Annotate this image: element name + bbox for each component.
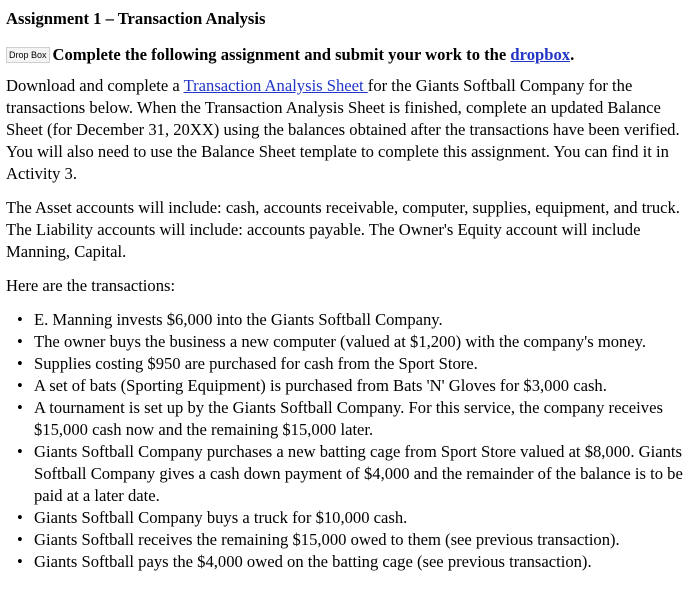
dropbox-icon[interactable]: Drop Box [6, 47, 50, 63]
instruction-period: . [570, 45, 575, 64]
list-item: • Giants Softball pays the $4,000 owed on the batting cage (see previous transaction). [34, 551, 694, 573]
paragraph-download-rest: for the Giants Softball Company for the transactions below. When the Transaction Analysis Sheet is finished, complete an updated Balance Sheet (for December 31, 20XX) using the balances obtained after the transactions have been verified. You will also need to use the Balance Sheet template to complete this assignment. You can find it in Activity 3. [6, 76, 680, 183]
transaction-analysis-sheet-link[interactable]: Transaction Analysis Sheet [183, 76, 368, 95]
paragraph-transactions-intro: Here are the transactions: [6, 276, 176, 295]
list-item: • Giants Softball receives the remaining $15,000 owed to them (see previous transaction). [34, 529, 694, 551]
paragraph-download [6, 75, 694, 185]
list-item: • Supplies costing $950 are purchased for cash from the Sport Store. [34, 353, 694, 375]
list-item: • The owner buys the business a new computer (valued at $1,200) with the company's money. [34, 331, 694, 353]
list-item: • Giants Softball Company purchases a new batting cage from Sport Store valued at $8,000. Giants Softball Company gives a cash down payment of $4,000 and the remainder of the balance is to be paid at a later date. [34, 441, 694, 507]
dropbox-link[interactable]: dropbox [510, 45, 571, 64]
list-item: • E. Manning invests $6,000 into the Giants Softball Company. [34, 309, 694, 331]
instruction-line [6, 44, 694, 66]
list-item: • A tournament is set up by the Giants Softball Company. For this service, the company receives $15,000 cash now and the remaining $15,000 later. [34, 397, 694, 441]
page-title: Assignment 1 – Transaction Analysis [6, 9, 266, 28]
list-item: • A set of bats (Sporting Equipment) is purchased from Bats 'N' Gloves for $3,000 cash. [34, 375, 694, 397]
instruction-text [53, 44, 575, 66]
paragraph-accounts: The Asset accounts will include: cash, accounts receivable, computer, supplies, equipment, and truck. The Liability accounts will include: accounts payable. The Owner's Equity account will include Manning, Capital. [6, 198, 680, 261]
list-item: • Giants Softball Company buys a truck for $10,000 cash. [34, 507, 694, 529]
paragraph-download-start: Download and complete a [6, 76, 184, 95]
transactions-list [6, 309, 694, 573]
instruction-body: Complete the following assignment and submit your work to the [52, 45, 511, 64]
